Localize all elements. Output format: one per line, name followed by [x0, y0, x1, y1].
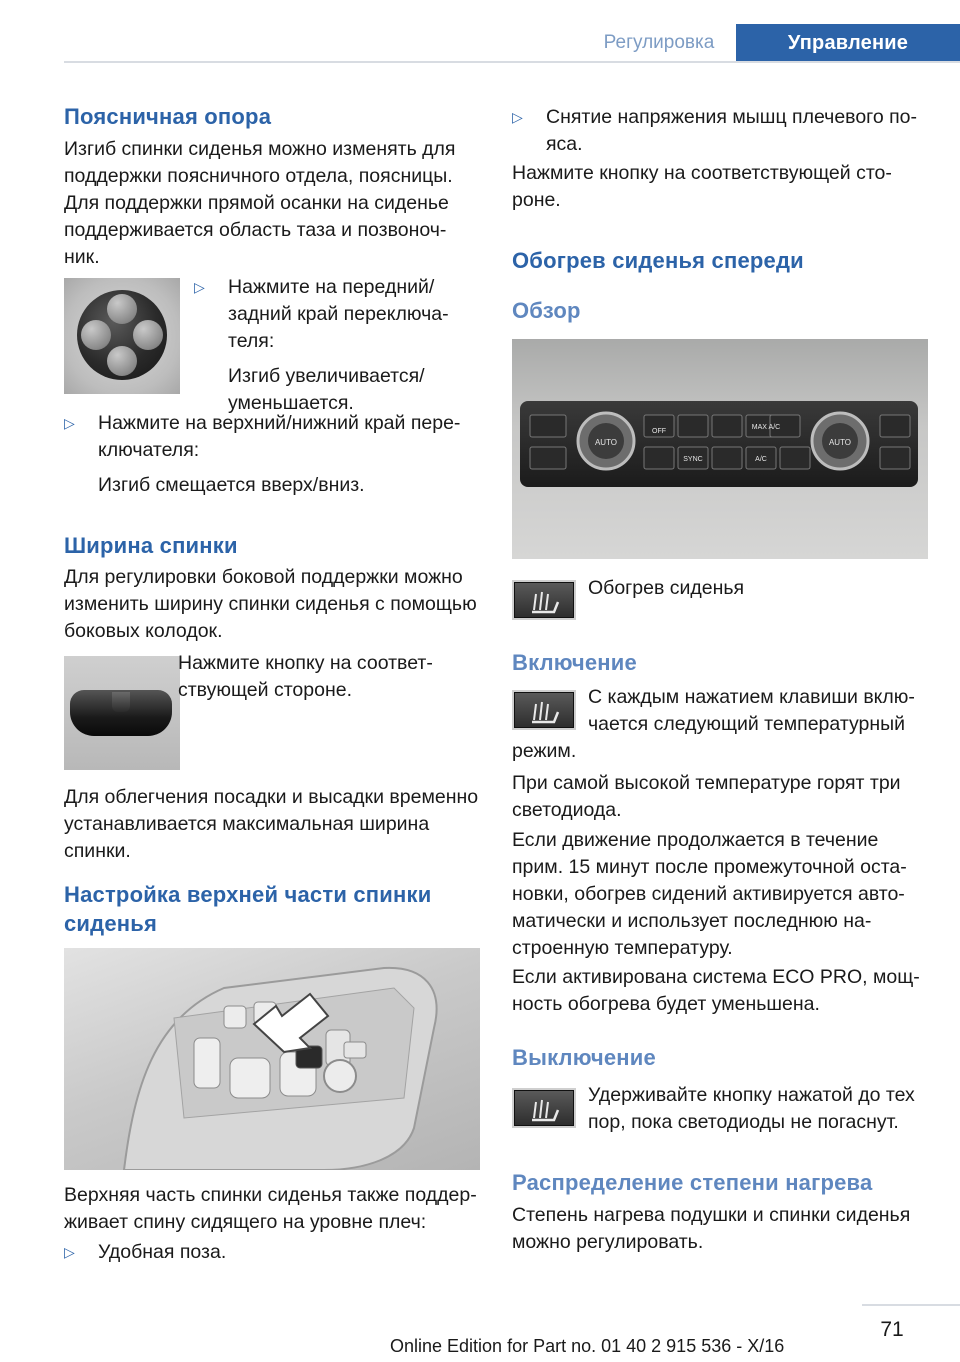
- heading-upper-backrest: Настройка верхней части спинки сиденья: [64, 882, 432, 936]
- on-text-2: При самой высокой температуре горят три светодиода.: [512, 772, 901, 821]
- on-text-3: Если движение продолжается в течение прим. 15 минут после промежуточной оста- новки, обогрев сидений активируется авто- матически и использует последнюю на- строенную температуру.: [512, 829, 907, 959]
- width-text: Для регулировки боковой поддержки можно изменить ширину спинки сиденья с помощью боковых колодок.: [64, 566, 477, 642]
- heading-switch-off: Выключение: [512, 1045, 656, 1070]
- seat-heating-icon: [512, 690, 576, 730]
- width-button-image: [64, 656, 180, 770]
- seat-controls-image: [64, 948, 480, 1170]
- climate-panel-image: [512, 339, 928, 559]
- lumbar-intro: Изгиб спинки сиденья можно изменять для поддержки поясничного отдела, поясницы. Для поддержки прямой осанки на сиденье поддерживается область таза и позвоноч- ник.: [64, 138, 456, 268]
- on-text-1: С каждым нажатием клавиши вклю- чается следующий температурный: [588, 686, 915, 735]
- seat-controls-illustration: [64, 948, 480, 1170]
- triangle-right-icon: ▷: [194, 279, 205, 295]
- right-press-text: Нажмите кнопку на соответствующей сто- роне.: [512, 162, 892, 211]
- off-label: OFF: [652, 428, 666, 435]
- header-rule: [64, 61, 960, 63]
- header-chapter-tab: Управление: [736, 24, 960, 62]
- triangle-right-icon: ▷: [512, 109, 523, 125]
- auto-label-right: AUTO: [828, 438, 852, 447]
- width-note: Для облегчения посадки и высадки временно устанавливается максимальная ширина спинки.: [64, 786, 479, 862]
- width-press-text: Нажмите кнопку на соответ- ствующей стороне.: [178, 652, 433, 701]
- lumbar-switch-image: [64, 278, 180, 394]
- sync-label: SYNC: [683, 456, 703, 463]
- auto-label-left: AUTO: [594, 438, 618, 447]
- header-section: Регулировка: [603, 32, 715, 53]
- heading-seat-heating: Обогрев сиденья спереди: [512, 248, 804, 273]
- off-text: Удерживайте кнопку нажатой до тех пор, пока светодиоды не погаснут.: [588, 1084, 915, 1133]
- max-ac-label: MAX A/C: [751, 424, 781, 431]
- on-text-1b: режим.: [512, 740, 577, 762]
- heading-width: Ширина спинки: [64, 533, 238, 558]
- on-text-4: Если активирована система ECO PRO, мощ- ность обогрева будет уменьшена.: [512, 966, 920, 1015]
- ac-label: A/C: [755, 456, 767, 463]
- edition-line: Online Edition for Part no. 01 40 2 915 536 - X/16: [390, 1336, 785, 1356]
- triangle-right-icon: ▷: [64, 415, 75, 431]
- seat-heating-icon: [512, 580, 576, 620]
- climate-control-panel: [520, 401, 918, 487]
- upper-text: Верхняя часть спинки сиденья также поддер- живает спину сидящего на уровне плеч:: [64, 1184, 477, 1233]
- seat-heating-icon: [512, 1088, 576, 1128]
- heading-switch-on: Включение: [512, 650, 637, 675]
- heading-overview: Обзор: [512, 298, 581, 323]
- heading-lumbar: Поясничная опора: [64, 104, 272, 129]
- page-number: 71: [880, 1318, 904, 1341]
- triangle-right-icon: ▷: [64, 1244, 75, 1260]
- heading-heat-distribution: Распределение степени нагрева: [512, 1170, 873, 1195]
- seat-heating-caption: Обогрев сиденья: [588, 577, 745, 599]
- dist-text: Степень нагрева подушки и спинки сиденья можно регулировать.: [512, 1204, 911, 1253]
- footer-rule: [862, 1304, 960, 1306]
